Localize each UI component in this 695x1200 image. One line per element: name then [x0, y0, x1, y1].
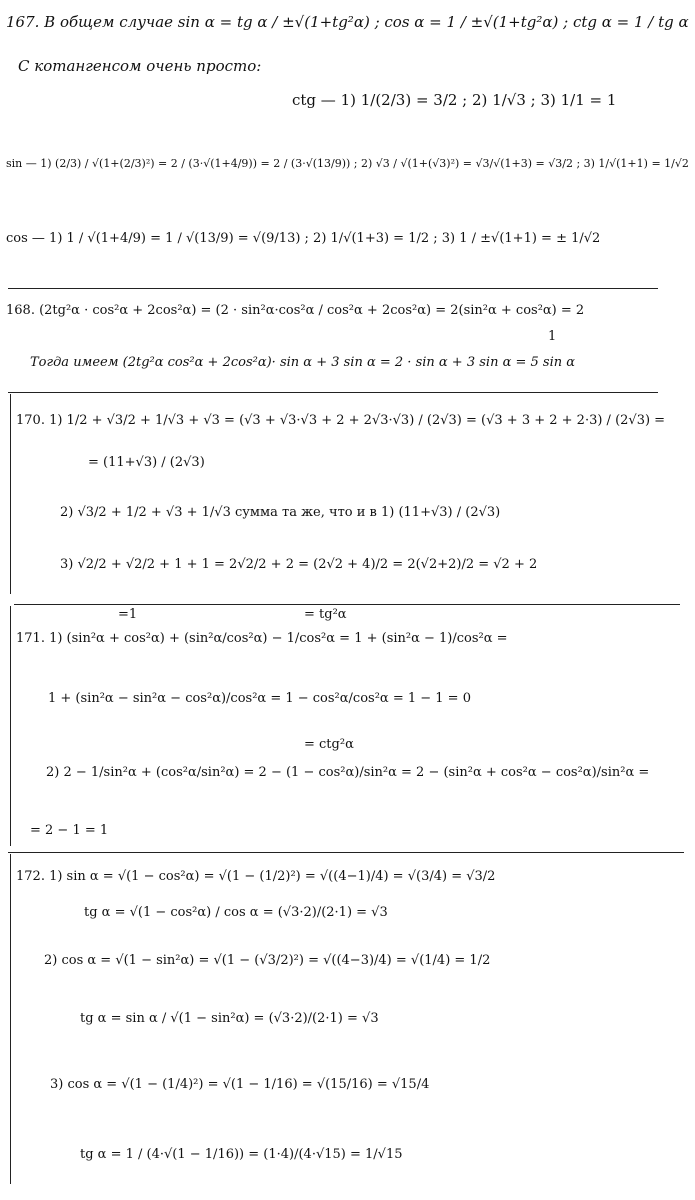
problem-171 [0, 606, 695, 852]
problem-172 [0, 854, 695, 1200]
problem-171-part-1-result: 1 + (sin²α − sin²α − cos²α)/cos²α = 1 − cos²α/cos²α = 1 − 1 = 0 [48, 691, 471, 706]
section-margin-line [10, 606, 11, 846]
problem-172-part-2-cos: 2) cos α = √(1 − sin²α) = √(1 − (√3/2)²) = √((4−3)/4) = √(1/4) = 1/2 [44, 953, 491, 968]
problem-171-identity-label: =1 [118, 607, 138, 622]
problem-172-part-3-cos: 3) cos α = √(1 − (1/4)²) = √(1 − 1/16) = √(15/16) = √15/4 [50, 1077, 430, 1092]
problem-167-sin-values: sin — 1) (2/3) / √(1+(2/3)²) = 2 / (3·√(1+4/9)) = 2 / (3·√(13/9)) ; 2) √3 / √(1+(√3)²) = √3/√(1+3) = √3/2 ; 3) 1/√(1+1) = 1/√2 [6, 157, 689, 170]
problem-167-ctg-note: С котангенсом очень просто: [18, 57, 262, 75]
problem-172-part-1-sin: 172. 1) sin α = √(1 − cos²α) = √(1 − (1/2)²) = √((4−1)/4) = √(3/4) = √3/2 [16, 869, 496, 884]
section-divider [8, 852, 684, 853]
problem-168 [0, 290, 695, 388]
problem-170-part-1-result: = (11+√3) / (2√3) [88, 455, 205, 470]
problem-171-part-1: 171. 1) (sin²α + cos²α) + (sin²α/cos²α) − 1/cos²α = 1 + (sin²α − 1)/cos²α = [16, 631, 508, 646]
problem-170-part-3: 3) √2/2 + √2/2 + 1 + 1 = 2√2/2 + 2 = (2√2 + 4)/2 = 2(√2+2)/2 = √2 + 2 [60, 557, 538, 572]
problem-170-part-1: 170. 1) 1/2 + √3/2 + 1/√3 + √3 = (√3 + √3·√3 + 2 + 2√3·√3) / (2√3) = (√3 + 3 + 2 + 2·3) / (2√3) = [16, 413, 666, 428]
problem-171-part-2-result: = 2 − 1 = 1 [30, 823, 109, 838]
problem-167 [0, 0, 695, 285]
problem-168-identity-mark: 1 [548, 329, 557, 344]
problem-171-part-2: 2) 2 − 1/sin²α + (cos²α/sin²α) = 2 − (1 − cos²α)/sin²α = 2 − (sin²α + cos²α − cos²α)/sin²α = [46, 765, 650, 780]
problem-168-simplification: 168. (2tg²α · cos²α + 2cos²α) = (2 · sin²α·cos²α / cos²α + 2cos²α) = 2(sin²α + cos²α) = 2 [6, 303, 585, 318]
problem-172-part-2-tg: tg α = sin α / √(1 − sin²α) = (√3·2)/(2·1) = √3 [80, 1011, 379, 1026]
problem-172-part-1-tg: tg α = √(1 − cos²α) / cos α = (√3·2)/(2·1) = √3 [84, 905, 388, 920]
section-margin-line [10, 854, 11, 1184]
problem-171-tg-label: = tg²α [304, 607, 347, 622]
section-margin-line [10, 394, 11, 594]
problem-170-part-2: 2) √3/2 + 1/2 + √3 + 1/√3 сумма та же, что и в 1) (11+√3) / (2√3) [60, 505, 501, 520]
problem-167-ctg-values: ctg — 1) 1/(2/3) = 3/2 ; 2) 1/√3 ; 3) 1/1 = 1 [292, 91, 617, 109]
problem-167-cos-values: cos — 1) 1 / √(1+4/9) = 1 / √(13/9) = √(9/13) ; 2) 1/√(1+3) = 1/2 ; 3) 1 / ±√(1+1) = ± 1/√2 [6, 231, 601, 246]
section-divider [8, 392, 658, 393]
problem-168-result: Тогда имеем (2tg²α cos²α + 2cos²α)· sin α + 3 sin α = 2 · sin α + 3 sin α = 5 sin α [30, 355, 576, 370]
section-divider [14, 604, 680, 605]
problem-170 [0, 394, 695, 602]
problem-171-ctg-label: = ctg²α [304, 737, 354, 752]
problem-167-general-formulas: 167. В общем случае sin α = tg α / ±√(1+tg²α) ; cos α = 1 / ±√(1+tg²α) ; ctg α = 1 / tg α [6, 13, 689, 31]
section-divider [8, 288, 658, 289]
problem-172-part-3-tg: tg α = 1 / (4·√(1 − 1/16)) = (1·4)/(4·√15) = 1/√15 [80, 1147, 403, 1162]
